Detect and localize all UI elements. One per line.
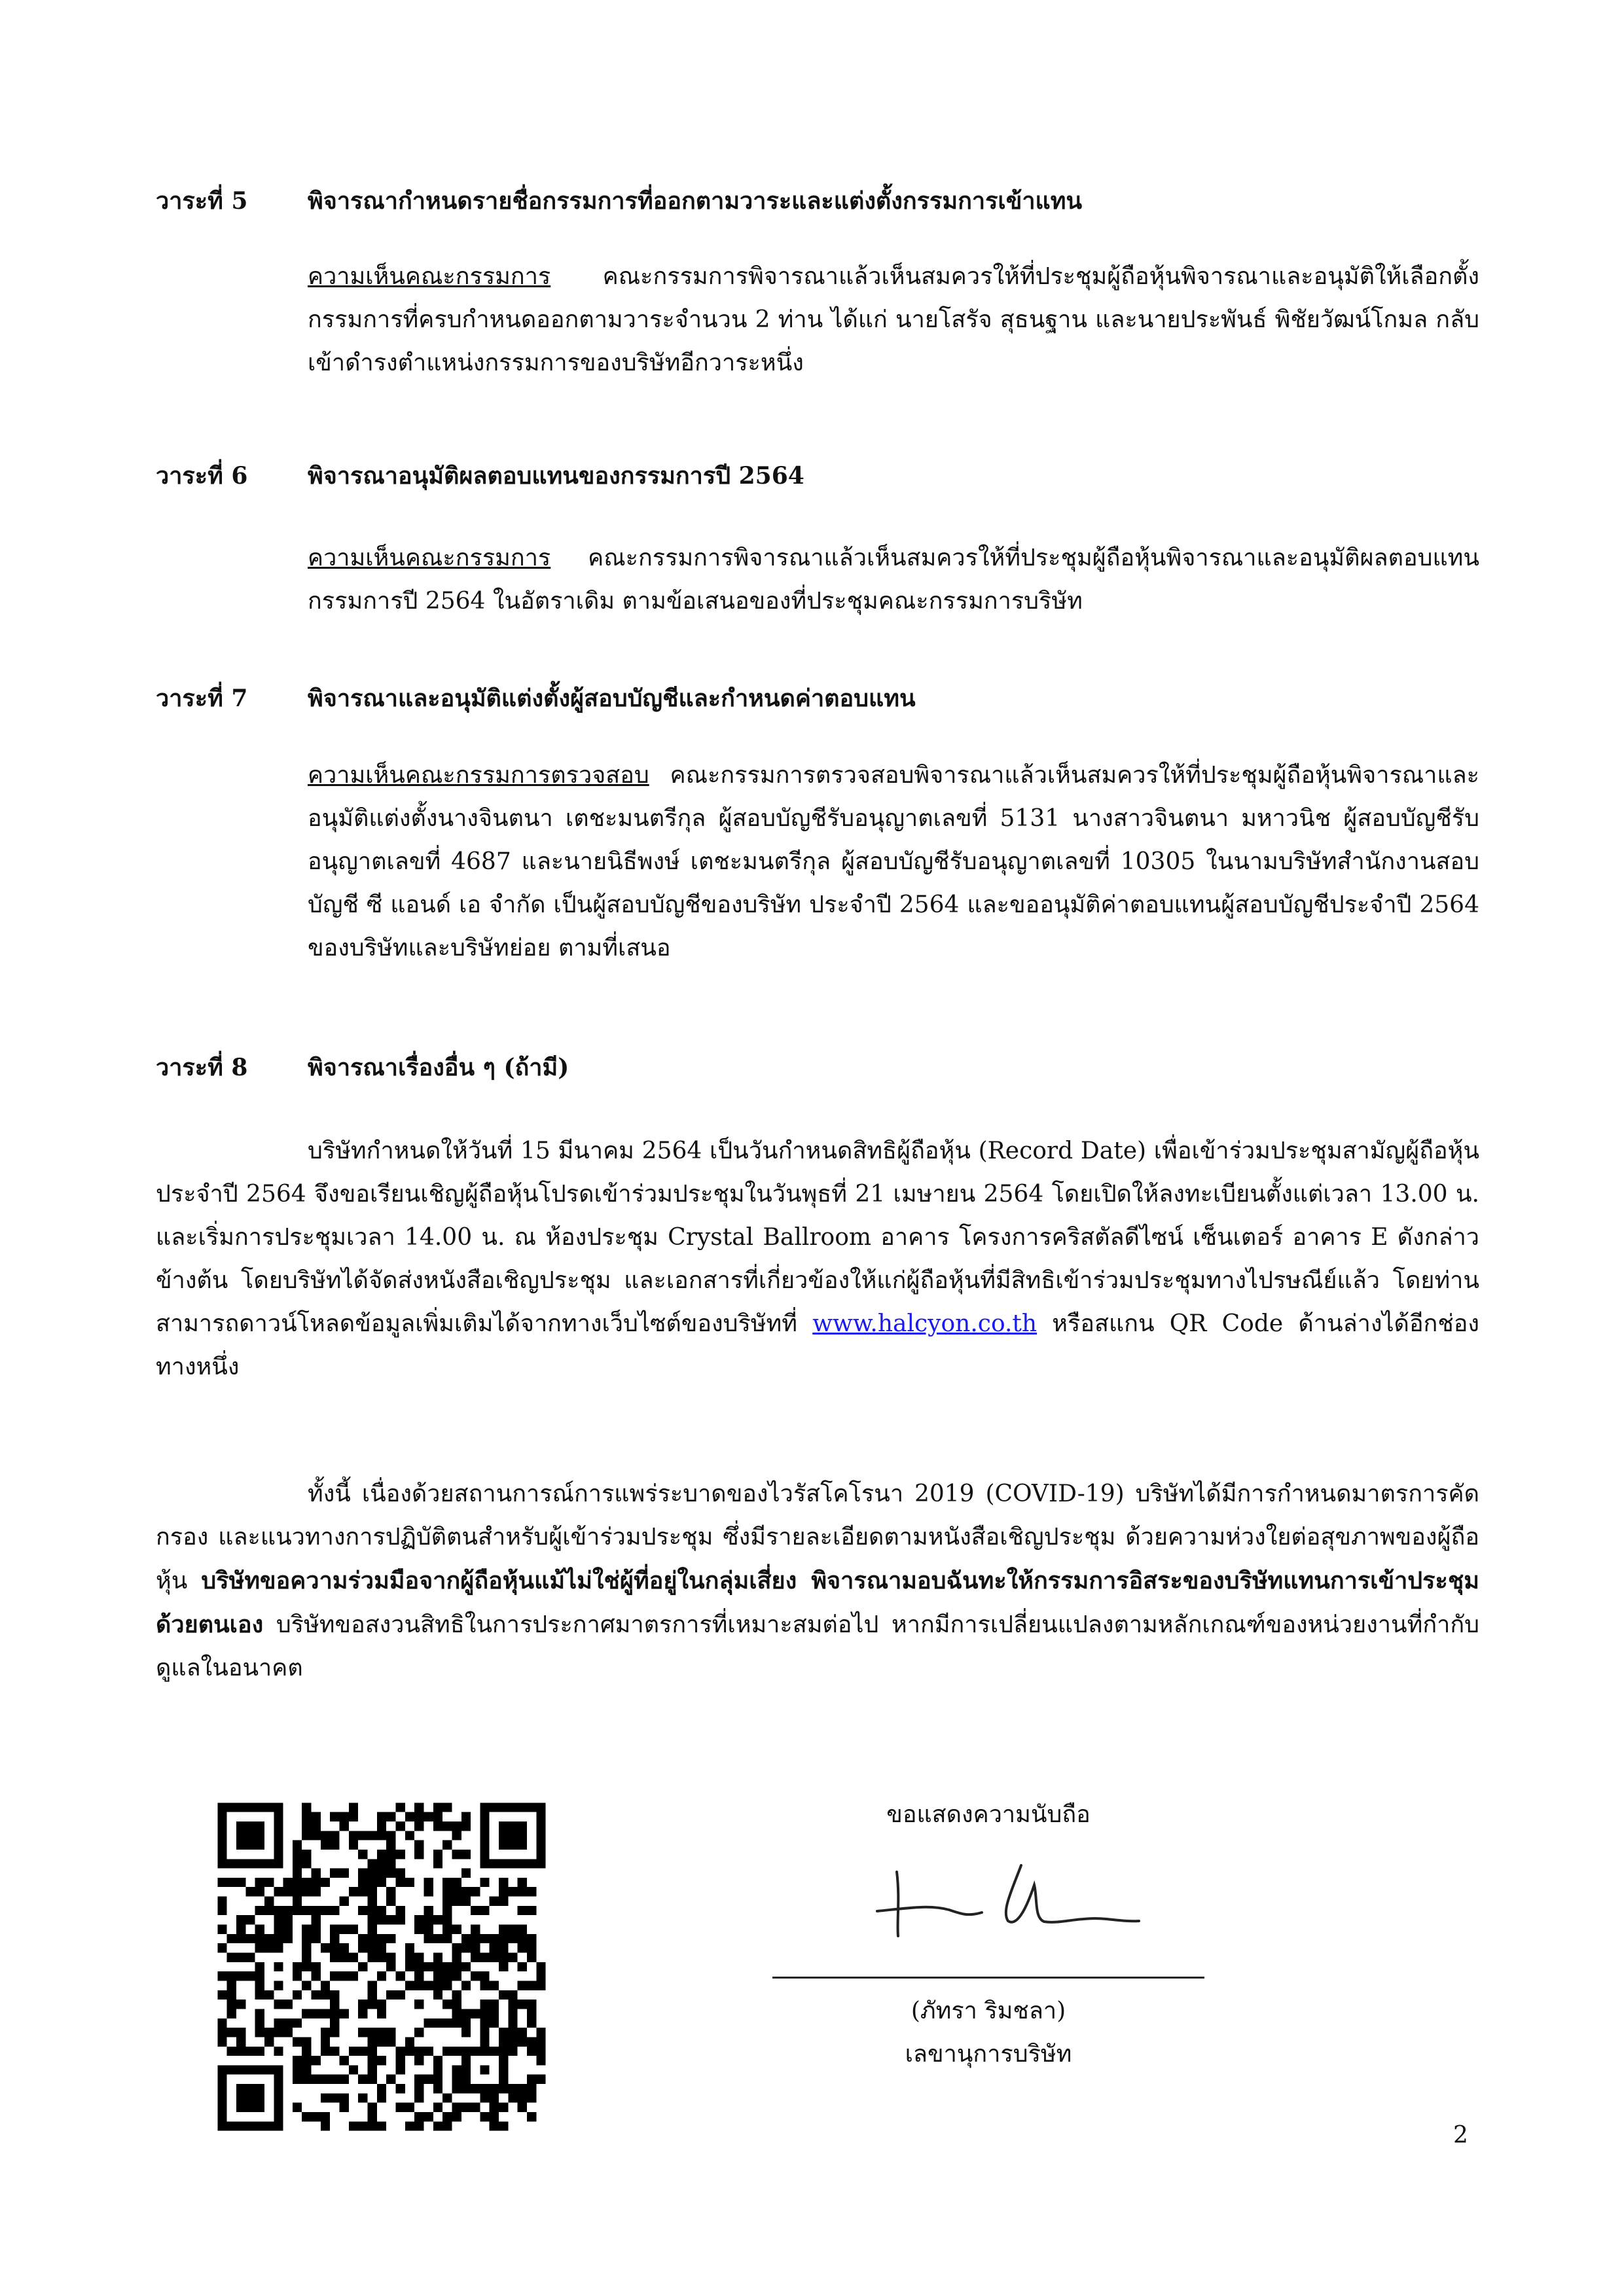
record-date-paragraph [156, 1130, 1479, 1389]
agenda-8-number: วาระที่ 8 [156, 1054, 248, 1081]
agenda-6-title: พิจารณาอนุมัติผลตอบแทนของกรรมการปี 2564 [308, 462, 804, 490]
agenda-5-number: วาระที่ 5 [156, 187, 248, 215]
agenda-8-title: พิจารณาเรื่องอื่น ๆ (ถ้ามี) [308, 1054, 569, 1081]
signature-closing: ขอแสดงความนับถือ [886, 1801, 1091, 1828]
agenda-6-opinion-label: ความเห็นคณะกรรมการ [308, 545, 551, 571]
covid-paragraph [156, 1473, 1479, 1690]
agenda-6-opinion-text: คณะกรรมการพิจารณาแล้วเห็นสมควรให้ที่ประชุมผู้ถือหุ้นพิจารณาและอนุมัติผลตอบแทนกรรมการปี 2564 ในอัตราเดิม ตามข้อเสนอของที่ประชุมคณะกรรมการบริษัท [308, 545, 1479, 615]
paragraph-2-bold-text: บริษัทขอความร่วมมือจากผู้ถือหุ้นแม้ไม่ใช่ผู้ที่อยู่ในกลุ่มเสี่ยง พิจารณามอบฉันทะให้กรรมการอิสระของบริษัทแทนการเข้าประชุมด้วยตนเอง [156, 1567, 1479, 1638]
agenda-6-number: วาระที่ 6 [156, 462, 248, 490]
qr-code[interactable] [208, 1793, 555, 2140]
paragraph-1-text-end: หรือสแกน QR Code ด้านล่างได้อีกช่องทางหนึ่ง [156, 1310, 1479, 1380]
agenda-7-opinion-label: ความเห็นคณะกรรมการตรวจสอบ [308, 762, 649, 789]
company-website-link[interactable]: www.halcyon.co.th [812, 1310, 1038, 1337]
paragraph-1-text: บริษัทกำหนดให้วันที่ 15 มีนาคม 2564 เป็นวันกำหนดสิทธิผู้ถือหุ้น (Record Date) เพื่อเข้าร่วมประชุมสามัญผู้ถือหุ้น ประจำปี 2564 จึงขอเรียนเชิญผู้ถือหุ้นโปรดเข้าร่วมประชุมในวันพุธที่ 21 เมษายน 2564 โดยเปิดให้ลงทะเบียนตั้งแต่เวลา 13.00 น. และเริ่มการประชุมเวลา 14.00 น. ณ ห้องประชุม Crystal Ballroom อาคาร โครงการคริสตัลดีไซน์ เซ็นเตอร์ อาคาร E ดังกล่าวข้างต้น โดยบริษัทได้จัดส่งหนังสือเชิญประชุม และเอกสารที่เกี่ยวข้องให้แก่ผู้ถือหุ้นที่มีสิทธิเข้าร่วมประชุมทางไปรษณีย์แล้ว โดยท่านสามารถดาวน์โหลดข้อมูลเพิ่มเติมได้จากทางเว็บไซต์ของบริษัทที่ [156, 1138, 1479, 1337]
agenda-5-heading [156, 179, 1082, 223]
agenda-5-opinion-text: คณะกรรมการพิจารณาแล้วเห็นสมควรให้ที่ประชุมผู้ถือหุ้นพิจารณาและอนุมัติให้เลือกตั้งกรรมการที่ครบกำหนดออกตามวาระจำนวน 2 ท่าน ได้แก่ นายโสรัจ สุธนฐาน และนายประพันธ์ พิชัยวัฒน์โกมล กลับเข้าดำรงตำแหน่งกรรมการของบริษัทอีกวาระหนึ่ง [308, 263, 1479, 376]
agenda-7-opinion [308, 754, 1479, 970]
paragraph-2-text: ทั้งนี้ เนื่องด้วยสถานการณ์การแพร่ระบาดของไวรัสโคโรนา 2019 (COVID-19) บริษัทได้มีการกำหนดมาตรการคัดกรอง และแนวทางการปฏิบัติตนสำหรับผู้เข้าร่วมประชุม ซึ่งมีรายละเอียดตามหนังสือเชิญประชุม ด้วยความห่วงใยต่อสุขภาพของผู้ถือหุ้น [156, 1480, 1479, 1594]
agenda-5-opinion [308, 255, 1479, 385]
signature-line [772, 1977, 1204, 1979]
agenda-7-title: พิจารณาและอนุมัติแต่งตั้งผู้สอบบัญชีและกำหนดค่าตอบแทน [308, 685, 916, 712]
signatory-position: เลขานุการบริษัท [905, 2041, 1072, 2068]
agenda-5-title: พิจารณากำหนดรายชื่อกรรมการที่ออกตามวาระและแต่งตั้งกรรมการเข้าแทน [308, 187, 1083, 215]
paragraph-2-text-end: บริษัทขอสงวนสิทธิในการประกาศมาตรการที่เหมาะสมต่อไป หากมีการเปลี่ยนแปลงตามหลักเกณฑ์ของหน่วยงานที่กำกับดูแลในอนาคต [156, 1611, 1479, 1681]
agenda-6-opinion [308, 537, 1479, 623]
agenda-7-number: วาระที่ 7 [156, 685, 248, 712]
agenda-6-heading [156, 454, 804, 497]
page-number: 2 [1453, 2122, 1468, 2149]
agenda-8-heading [156, 1046, 569, 1089]
signatory-name: (ภัทรา ริมชลา) [911, 1998, 1066, 2024]
agenda-7-heading [156, 677, 916, 720]
agenda-5-opinion-label: ความเห็นคณะกรรมการ [308, 263, 551, 290]
agenda-7-opinion-text: คณะกรรมการตรวจสอบพิจารณาแล้วเห็นสมควรให้ที่ประชุมผู้ถือหุ้นพิจารณาและอนุมัติแต่งตั้งนางจินตนา เตชะมนตรีกุล ผู้สอบบัญชีรับอนุญาตเลขที่ 5131 นางสาวจินตนา มหาวนิช ผู้สอบบัญชีรับอนุญาตเลขที่ 4687 และนายนิธีพงษ์ เตชะมนตรีกุล ผู้สอบบัญชีรับอนุญาตเลขที่ 10305 ในนามบริษัทสำนักงานสอบบัญชี ซี แอนด์ เอ จำกัด เป็นผู้สอบบัญชีของบริษัท ประจำปี 2564 และขออนุมัติค่าตอบแทนผู้สอบบัญชีประจำปี 2564 ของบริษัทและบริษัทย่อย ตามที่เสนอ [308, 762, 1479, 961]
handwritten-signature [871, 1859, 1146, 1944]
